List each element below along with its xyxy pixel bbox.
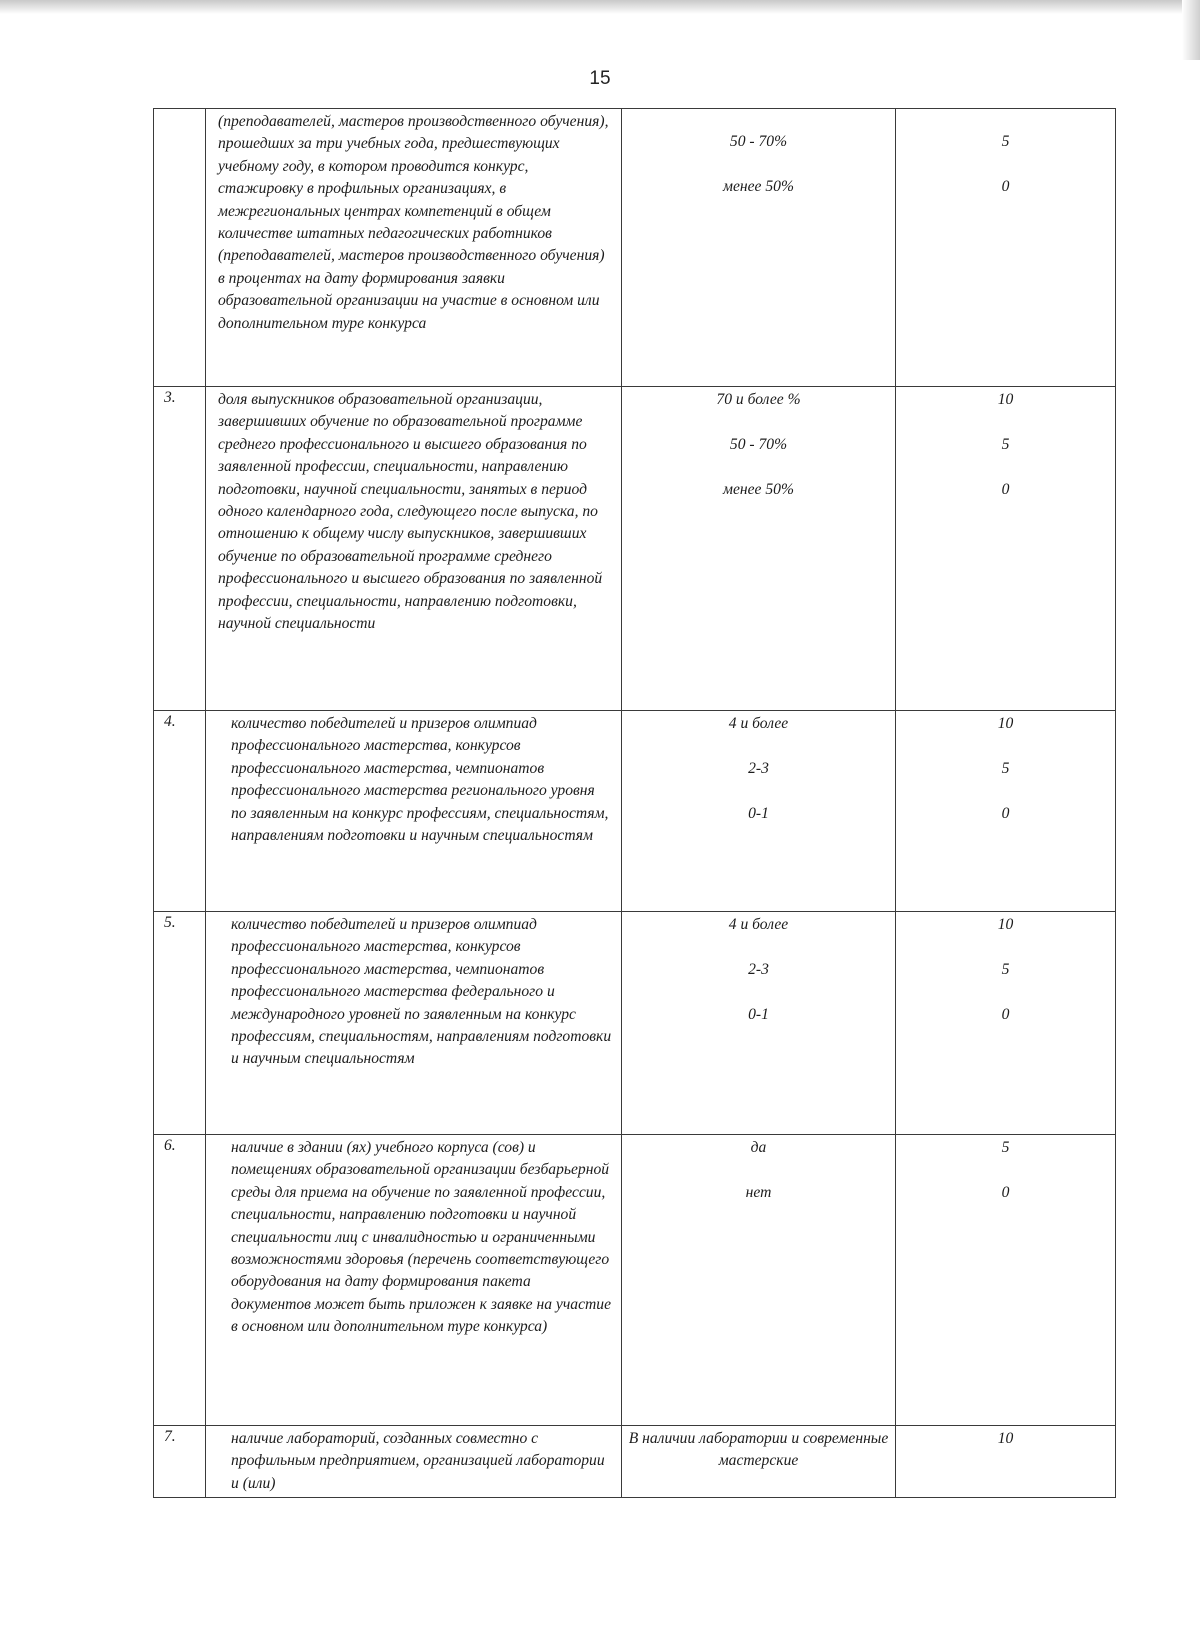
scan-top-edge xyxy=(0,0,1200,14)
points-value: 0 xyxy=(1001,480,1010,498)
table-row xyxy=(154,1426,1116,1498)
value-option: 4 и более xyxy=(728,916,789,933)
row-number: 7. xyxy=(154,1426,206,1498)
points-value: 5 xyxy=(1001,960,1010,978)
criterion-points xyxy=(896,1426,1116,1498)
criterion-description: доля выпускников образовательной организации, завершивших обучение по образовательной программе среднего профессионального и высшего образования по заявленной профессии, специальности, направлению подготовки, научной специальности, занятых в период одного календарного года, следующего после выпуска, по отношению к общему числу выпускников, завершивших обучение по образовательной программе среднего профессионального и высшего образования по заявленной профессии, специальности, направлению подготовки, научной специальности xyxy=(206,387,622,711)
points-value: 5 xyxy=(1001,435,1010,453)
criterion-values xyxy=(622,912,896,1135)
value-option: менее 50% xyxy=(723,480,794,498)
criterion-values xyxy=(622,711,896,912)
value-option: 70 и более % xyxy=(716,391,801,408)
table-row xyxy=(154,387,1116,711)
value-option: да xyxy=(750,1139,767,1156)
row-number: 4. xyxy=(154,711,206,912)
criterion-values xyxy=(622,109,896,387)
criterion-points xyxy=(896,1135,1116,1426)
criterion-points xyxy=(896,109,1116,387)
points-value: 10 xyxy=(997,1430,1014,1447)
value-option: 50 - 70% xyxy=(729,133,788,150)
value-option: менее 50% xyxy=(723,177,794,195)
points-value: 0 xyxy=(1001,1005,1010,1023)
page-number: 15 xyxy=(589,68,611,89)
points-value: 5 xyxy=(1001,133,1010,150)
value-option: 50 - 70% xyxy=(729,435,788,453)
row-number xyxy=(154,109,206,387)
points-value: 0 xyxy=(1001,177,1010,195)
points-value: 0 xyxy=(1001,804,1010,822)
row-number: 5. xyxy=(154,912,206,1135)
value-option: 0-1 xyxy=(748,1005,769,1023)
value-option: 0-1 xyxy=(748,804,769,822)
value-option: В наличии лаборатории и современные мастерские xyxy=(628,1430,889,1470)
criterion-values xyxy=(622,1426,896,1498)
table-row xyxy=(154,1135,1116,1426)
criterion-description: количество победителей и призеров олимпиад профессионального мастерства, конкурсов профессионального мастерства, чемпионатов профессионального мастерства федерального и международного уровней по заявленным на конкурс профессиям, специальностям, направлениям подготовки и научным специальностям xyxy=(206,912,622,1135)
value-option: 2-3 xyxy=(748,960,769,978)
row-number: 6. xyxy=(154,1135,206,1426)
criterion-values xyxy=(622,1135,896,1426)
value-option: нет xyxy=(745,1183,772,1201)
criterion-description: наличие лабораторий, созданных совместно с профильным предприятием, организацией лаборатории и (или) xyxy=(206,1426,622,1498)
value-option: 4 и более xyxy=(728,715,789,732)
criterion-values xyxy=(622,387,896,711)
row-number: 3. xyxy=(154,387,206,711)
points-value: 10 xyxy=(997,715,1014,732)
scan-corner-shadow xyxy=(1182,0,1200,60)
criterion-points xyxy=(896,711,1116,912)
table-row xyxy=(154,711,1116,912)
criteria-table xyxy=(153,108,1116,1498)
value-option: 2-3 xyxy=(748,759,769,777)
points-value: 5 xyxy=(1001,759,1010,777)
points-value: 0 xyxy=(1001,1183,1010,1201)
table-row xyxy=(154,912,1116,1135)
criterion-points xyxy=(896,912,1116,1135)
points-value: 5 xyxy=(1001,1139,1010,1156)
criterion-description: наличие в здании (ях) учебного корпуса (сов) и помещениях образовательной организации безбарьерной среды для приема на обучение по заявленной профессии, специальности, направлению подготовки и научной специальности лиц с инвалидностью и ограниченными возможностями здоровья (перечень соответствующего оборудования на дату формирования пакета документов может быть приложен к заявке на участие в основном или дополнительном туре конкурса) xyxy=(206,1135,622,1426)
points-value: 10 xyxy=(997,391,1014,408)
criterion-points xyxy=(896,387,1116,711)
table-row xyxy=(154,109,1116,387)
criterion-description: количество победителей и призеров олимпиад профессионального мастерства, конкурсов профессионального мастерства, чемпионатов профессионального мастерства регионального уровня по заявленным на конкурс профессиям, специальностям, направлениям подготовки и научным специальностям xyxy=(206,711,622,912)
criterion-description: (преподавателей, мастеров производственного обучения), прошедших за три учебных года, предшествующих учебному году, в котором проводится конкурс, стажировку в профильных организациях, в межрегиональных центрах компетенций в общем количестве штатных педагогических работников (преподавателей, мастеров производственного обучения) в процентах на дату формирования заявки образовательной организации на участие в основном или дополнительном туре конкурса xyxy=(206,109,622,387)
points-value: 10 xyxy=(997,916,1014,933)
